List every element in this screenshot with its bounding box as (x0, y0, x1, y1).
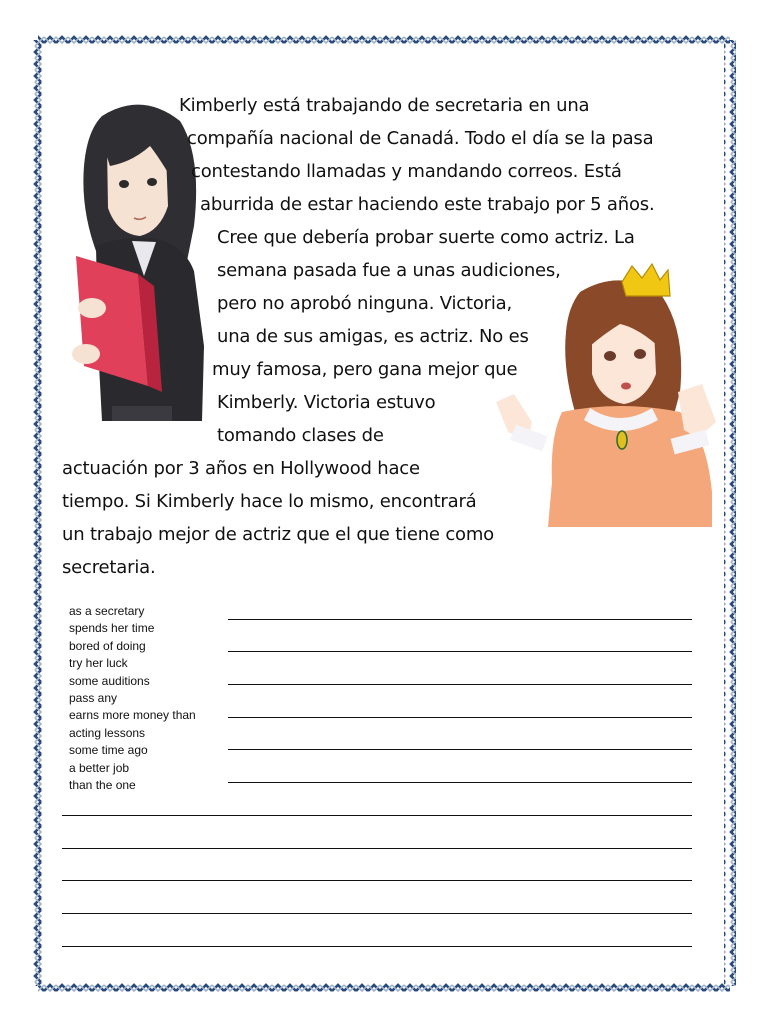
answer-line[interactable] (228, 619, 692, 620)
vocabulary-item: than the one (69, 778, 136, 793)
answer-line[interactable] (62, 880, 692, 881)
vocabulary-item: bored of doing (69, 638, 146, 653)
story-line: contestando llamadas y mandando correos. Está (191, 161, 622, 182)
story-line: un trabajo mejor de actriz que el que tiene como (62, 524, 494, 545)
answer-line[interactable] (62, 946, 692, 947)
answer-line[interactable] (228, 782, 692, 783)
answer-line[interactable] (62, 815, 692, 816)
vocabulary-list (69, 603, 196, 794)
vocabulary-item: pass any (69, 691, 118, 706)
vocabulary-item: as a secretary (69, 604, 145, 618)
vocabulary-item: some time ago (69, 743, 148, 758)
story-line: compañía nacional de Canadá. Todo el día se la pasa (187, 128, 654, 149)
story-line: tiempo. Si Kimberly hace lo mismo, encontrará (62, 491, 477, 512)
story-line: tomando clases de (217, 425, 384, 446)
vocabulary-item: earns more money than (69, 708, 196, 723)
answer-line[interactable] (62, 913, 692, 914)
story-line: semana pasada fue a unas audiciones, (217, 260, 561, 281)
answer-line[interactable] (228, 717, 692, 718)
vocabulary-item: a better job (69, 760, 130, 775)
story-line: muy famosa, pero gana mejor que (212, 359, 518, 380)
story-line: pero no aprobó ninguna. Victoria, (217, 293, 512, 314)
story-line: aburrida de estar haciendo este trabajo por 5 años. (200, 194, 655, 215)
story-line: actuación por 3 años en Hollywood hace (62, 458, 420, 479)
vocabulary-item: spends her time (69, 621, 155, 636)
answer-line[interactable] (228, 684, 692, 685)
story-line: Kimberly está trabajando de secretaria en una (179, 95, 590, 116)
vocabulary-item: some auditions (69, 673, 150, 688)
vocabulary-item: acting lessons (69, 725, 146, 740)
answer-line[interactable] (62, 848, 692, 849)
answer-line[interactable] (228, 749, 692, 750)
story-line: Cree que debería probar suerte como actriz. La (217, 227, 635, 248)
vocabulary-item: try her luck (69, 656, 128, 671)
story-line: Kimberly. Victoria estuvo (217, 392, 436, 413)
actress-girl-icon (492, 262, 724, 527)
story-line: una de sus amigas, es actriz. No es (217, 326, 529, 347)
answer-line[interactable] (228, 651, 692, 652)
story-line: secretaria. (62, 557, 156, 578)
